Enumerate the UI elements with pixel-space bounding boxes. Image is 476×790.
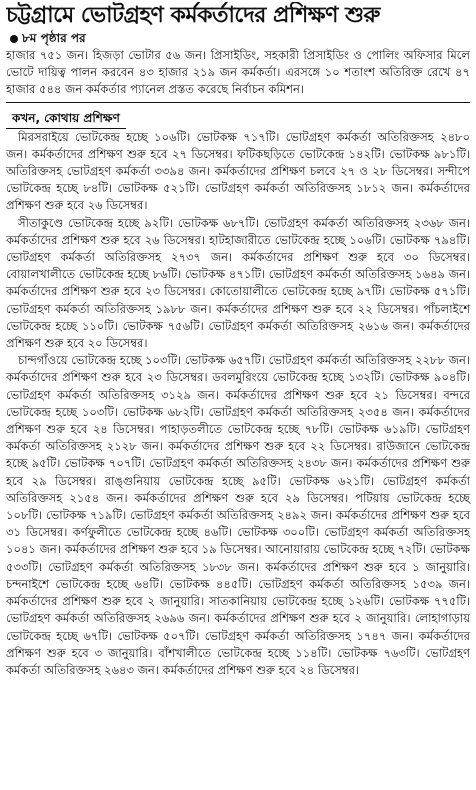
- article-headline: চট্টগ্রামে ভোটগ্রহণ কর্মকর্তাদের প্রশিক্ষণ শুরু: [6, 3, 380, 28]
- continued-from-label: ৮ম পৃষ্ঠার পর: [22, 31, 86, 45]
- intro-paragraph: হাজার ৭৫১ জন। হিজড়া ভোটার ৫৬ জন। প্রিসাইডিং, সহকারী প্রিসাইডিং ও পোলিং অফিসার মিলে ভোটে দায়িত্ব পালন করবেন ৪৩ হাজার ২১৯ জন কর্মকর্তা। এরসঙ্গে ১০ শতাংশ অতিরিক্ত রেখে ৪৭ হাজার ৫৪৪ জন কর্মকর্তার প্যানেল প্রস্তত করেছে নির্বাচন কমিশন।: [6, 48, 470, 97]
- body-paragraph-2: সীতাকুণ্ডে ভোটকেন্দ্র হচ্ছে ৯২টি। ভোটকক্ষ ৬৮৭টি। ভোটগ্রহণ কর্মকর্তা অতিরিক্তসহ ২৩৬৮ জন। কর্মকর্তাদের প্রশিক্ষণ শুরু হবে ২৬ ডিসেম্বর। হাটহাজারীতে ভোটকেন্দ্র হচ্ছে ১০৬টি। ভোটকক্ষ ৭৯৪টি। ভোটগ্রহণ কর্মকর্তা অতিরিক্তসহ ২৭৩৭ জন। কর্মকর্তাদের প্রশিক্ষণ শুরু হবে ৩০ ডিসেম্বর। বোয়ালখালীতে ভোটকেন্দ্র হচ্ছে ৮৬টি। ভোটকক্ষ ৪৭১টি। ভোটগ্রহণ কর্মকর্তা অতিরিক্তসহ ১৬৪৯ জন। কর্মকর্তাদের প্রশিক্ষণ শুরু হবে ২৩ ডিসেম্বর। কোতোয়ালীতে ভোটকেন্দ্র হচ্ছে ৯৭টি। ভোটকক্ষ ৫৭১টি। ভোটগ্রহণ কর্মকর্তা অতিরিক্তসহ ১৯৮৮ জন। কর্মকর্তাদের প্রশিক্ষণ শুরু হবে ২২ ডিসেম্বর। পাঁচলাইশে ভোটকেন্দ্র হচ্ছে ১১০টি। ভোটকক্ষ ৭৫৬টি। ভোটগ্রহণ কর্মকর্তা অতিরিক্তসহ ২৬১৬ জন। কর্মকর্তাদের প্রশিক্ষণ শুরু হবে ২০ ডিসেম্বর।: [6, 215, 470, 351]
- body-paragraph-1: মিরসরাইয়ে ভোটকেন্দ্র হচ্ছে ১০৬টি। ভোটকক্ষ ৭১৭টি। ভোটগ্রহণ কর্মকর্তা অতিরিক্তসহ ২৪৮০ জন। কর্মকর্তাদের প্রশিক্ষণ শুরু হবে ২৭ ডিসেম্বর। ফটিকছড়িতে ভোটকেন্দ্র ১৪২টি। ভোটকক্ষ ৯৮১টি। অতিরিক্তসহ ভোটগ্রহণ কর্মকর্তা ৩৩৯৪ জন। কর্মকর্তাদের প্রশিক্ষণ চলবে ২৭ ও ২৮ ডিসেম্বর। সন্দীপে ভোটকেন্দ্র হচ্ছে ৮৪টি। ভোটকক্ষ ৫২১টি। ভোটগ্রহণ কর্মকর্তা অতিরিক্তসহ ১৮১২ জন। কর্মকর্তাদের প্রশিক্ষণ শুরু হবে ২৬ ডিসেম্বর।: [6, 129, 470, 213]
- subhead-block: [6, 107, 470, 129]
- continuation-line: [10, 30, 470, 46]
- body-paragraph-3: চান্দগাঁওয়ে ভোটকেন্দ্র হচ্ছে ১০৩টি। ভোটকক্ষ ৬৫৭টি। ভোটগ্রহণ কর্মকর্তা অতিরিক্তসহ ২২৮৮ জন। কর্মকর্তাদের প্রশিক্ষণ শুরু হবে ২৩ ডিসেম্বর। ডবলমুরিংয়ে ভোটকেন্দ্র হচ্ছে ১৩২টি। ভোটকক্ষ ৯০৪টি। ভোটগ্রহণ কর্মকর্তা অতিরিক্তসহ ৩১২৯ জন। কর্মকর্তাদের প্রশিক্ষণ শুরু হবে ২১ ডিসেম্বর। বন্দরে ভোটকেন্দ্র হচ্ছে ১০৩টি। ভোটকক্ষ ৬৮২টি। ভোটগ্রহণ কর্মকর্তা অতিরিক্তসহ ২৩৫৪ জন। কর্মকর্তাদের প্রশিক্ষণ শুরু হবে ২৪ ডিসেম্বর। পাহাড়তলীতে ভোটকেন্দ্র হচ্ছে ৭৮টি। ভোটকক্ষ ৬১৯টি। ভোটগ্রহণ কর্মকর্তা অতিরিক্তসহ ২১২৮ জন। কর্মকর্তাদের প্রশিক্ষণ শুরু হবে ২২ ডিসেম্বর। রাউজানে ভোটকেন্দ্র হচ্ছে ৯৫টি। ভোটকক্ষ ৭০৭টি। ভোটগ্রহণ কর্মকর্তা অতিরিক্তসহ ২৪৩৮ জন। কর্মকর্তাদের প্রশিক্ষণ শুরু হবে ২৯ ডিসেম্বর। রাঙ্গুনিয়ায় ভোটকেন্দ্র হচ্ছে ৯৫টি। ভোটকক্ষ ৬২১টি। ভোটগ্রহণ কর্মকর্তা অতিরিক্তসহ ২১৫৪ জন। কর্মকর্তাদের প্রশিক্ষণ শুরু হবে ২৯ ডিসেম্বর। পটিয়ায় ভোটকেন্দ্র হচ্ছে ১০৮টি। ভোটকক্ষ ৭১৯টি। ভোটগ্রহণ কর্মকর্তা অতিরিক্তসহ ২৪৯২ জন। কর্মকর্তাদের প্রশিক্ষণ শুরু হবে ৩১ ডিসেম্বর। কর্ণফুলীতে ভোটকেন্দ্র হচ্ছে ৪৬টি। ভোটকক্ষ ৩০০টি। ভোটগ্রহণ কর্মকর্তা অতিরিক্তসহ ১০৪১ জন। কর্মকর্তাদের প্রশিক্ষণ শুরু হবে ১৯ ডিসেম্বর। আনোয়ারায় ভোটকেন্দ্র হচ্ছে ৭২টি। ভোটকক্ষ ৫৩৩টি। ভোটগ্রহণ কর্মকর্তা অতিরিক্তসহ ১৮৩৮ জন। কর্মকর্তাদের প্রশিক্ষণ শুরু হবে ১ জানুয়ারি। চন্দনাইশে ভোটকেন্দ্র হচ্ছে ৬৪টি। ভোটকক্ষ ৪৪৫টি। ভোটগ্রহণ কর্মকর্তা অতিরিক্তসহ ১৫৩৯ জন। কর্মকর্তাদের প্রশিক্ষণ শুরু হবে ২ জানুয়ারি। সাতকানিয়ায় ভোটকেন্দ্র হচ্ছে ১২৬টি। ভোটকক্ষ ৭৭৫টি। ভোটগ্রহণ কর্মকর্তা অতিরিক্তসহ ২৬৯৬ জন। কর্মকর্তাদের প্রশিক্ষণ শুরু হবে ২ জানুয়ারি। লোহাগাড়ায় ভোটকেন্দ্র হচ্ছে ৬৭টি। ভোটকক্ষ ৫০৭টি। ভোটগ্রহণ কর্মকর্তা অতিরিক্তসহ ১৭৪৭ জন। কর্মকর্তাদের প্রশিক্ষণ শুরু হবে ৩ জানুয়ারি। বাঁশখালীতে ভোটকেন্দ্র হচ্ছে ১১৪টি। ভোটকক্ষ ৭৬৩টি। ভোটগ্রহণ কর্মকর্তা অতিরিক্তসহ ২৬৪৩ জন। কর্মকর্তাদের প্রশিক্ষণ শুরু হবে ২৪ ডিসেম্বর।: [6, 353, 470, 677]
- section-divider: [6, 102, 470, 103]
- bullet-icon: [10, 35, 18, 43]
- section-subhead: কখন, কোথায় প্রশিক্ষণ: [6, 110, 126, 129]
